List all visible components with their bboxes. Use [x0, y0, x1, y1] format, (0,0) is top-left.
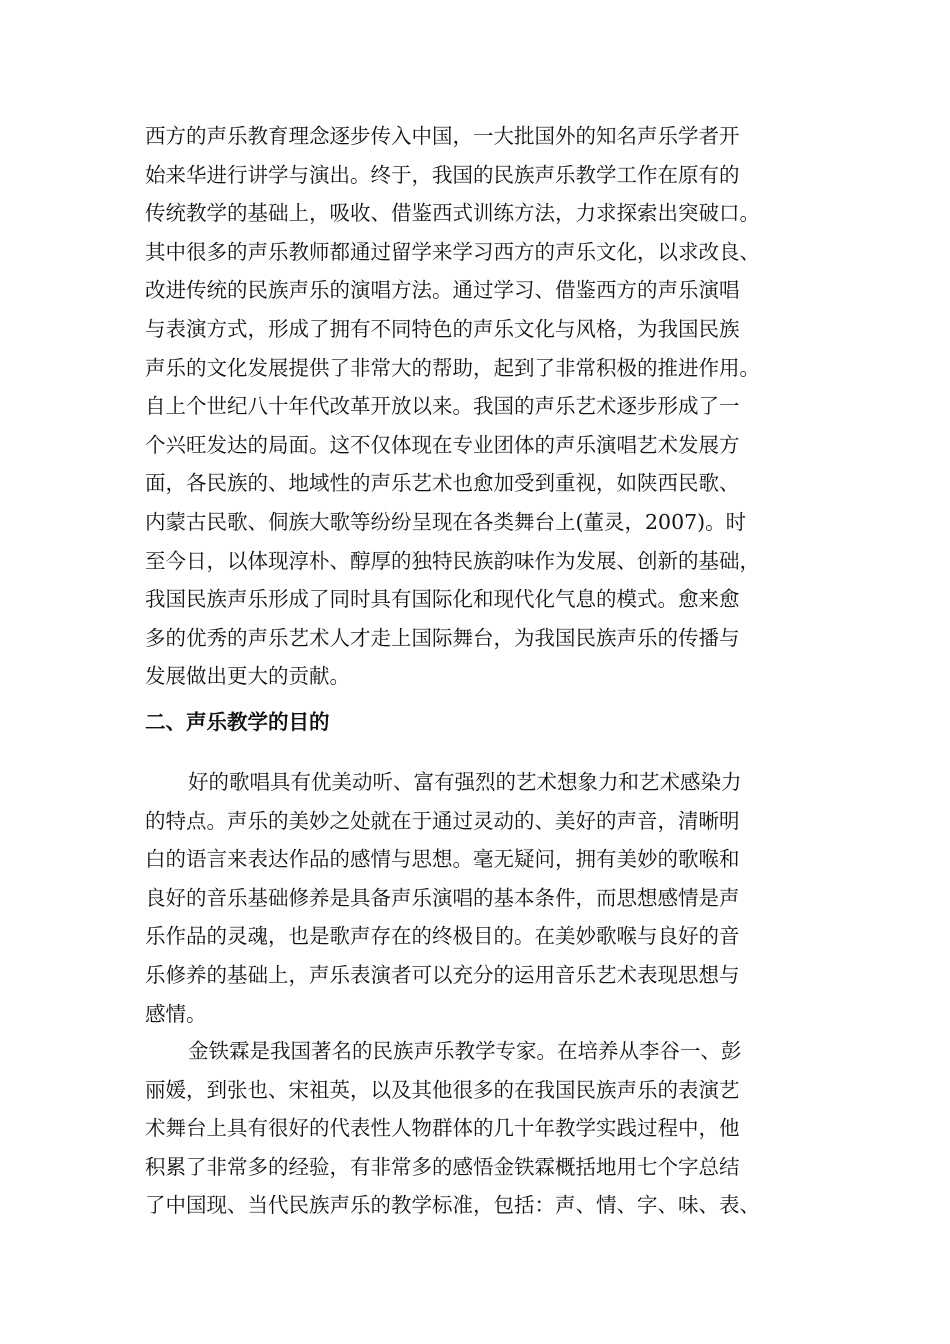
text-line: 与表演方式，形成了拥有不同特色的声乐文化与风格，为我国民族	[145, 316, 740, 341]
text-line: 白的语言来表达作品的感情与思想。毫无疑问，拥有美妙的歌喉和	[145, 847, 740, 872]
text-line: 丽媛，到张也、宋祖英，以及其他很多的在我国民族声乐的表演艺	[145, 1077, 740, 1102]
text-line: 的特点。声乐的美妙之处就在于通过灵动的、美好的声音，清晰明	[145, 808, 740, 833]
text-line: 其中很多的声乐教师都通过留学来学习西方的声乐文化，以求改良、	[145, 239, 760, 264]
paragraph-purpose	[145, 763, 813, 1033]
text-line: 个兴旺发达的局面。这不仅体现在专业团体的声乐演唱艺术发展方	[145, 432, 740, 457]
text-line: 金铁霖是我国著名的民族声乐教学专家。在培养从李谷一、彭	[188, 1039, 742, 1063]
text-line: 发展做出更大的贡献。	[145, 664, 350, 689]
text-line: 好的歌唱具有优美动听、富有强烈的艺术想象力和艺术感染力	[188, 770, 742, 794]
text-line: 自上个世纪八十年代改革开放以来。我国的声乐艺术逐步形成了一	[145, 394, 740, 419]
text-line: 改进传统的民族声乐的演唱方法。通过学习、借鉴西方的声乐演唱	[145, 278, 740, 303]
text-line: 至今日，以体现淳朴、醇厚的独特民族韵味作为发展、创新的基础，	[145, 548, 760, 573]
paragraph-jin-tielin	[145, 1032, 813, 1225]
section-heading: 二、声乐教学的目的	[145, 710, 330, 734]
text-line: 感情。	[145, 1001, 207, 1026]
text-line: 我国民族声乐形成了同时具有国际化和现代化气息的模式。愈来愈	[145, 587, 740, 612]
paragraph-continuation	[145, 117, 813, 696]
text-line: 内蒙古民歌、侗族大歌等纷纷呈现在各类舞台上(董灵，2007)。时	[145, 509, 747, 534]
text-line: 术舞台上具有很好的代表性人物群体的几十年教学实践过程中，他	[145, 1116, 740, 1141]
text-line: 面，各民族的、地域性的声乐艺术也愈加受到重视，如陕西民歌、	[145, 471, 740, 496]
text-line: 传统教学的基础上，吸收、借鉴西式训练方法，力求探索出突破口。	[145, 201, 760, 226]
text-line: 乐作品的灵魂，也是歌声存在的终极目的。在美妙歌喉与良好的音	[145, 924, 740, 949]
text-line: 良好的音乐基础修养是具备声乐演唱的基本条件，而思想感情是声	[145, 885, 740, 910]
text-line: 声乐的文化发展提供了非常大的帮助，起到了非常积极的推进作用。	[145, 355, 760, 380]
text-line: 西方的声乐教育理念逐步传入中国，一大批国外的知名声乐学者开	[145, 124, 740, 148]
text-line: 积累了非常多的经验，有非常多的感悟金铁霖概括地用七个字总结	[145, 1154, 740, 1179]
text-line: 了中国现、当代民族声乐的教学标准，包括：声、情、字、味、表、	[145, 1193, 760, 1218]
text-line: 始来华进行讲学与演出。终于，我国的民族声乐教学工作在原有的	[145, 162, 740, 187]
text-line: 多的优秀的声乐艺术人才走上国际舞台，为我国民族声乐的传播与	[145, 625, 740, 650]
text-line: 乐修养的基础上，声乐表演者可以充分的运用音乐艺术表现思想与	[145, 962, 740, 987]
